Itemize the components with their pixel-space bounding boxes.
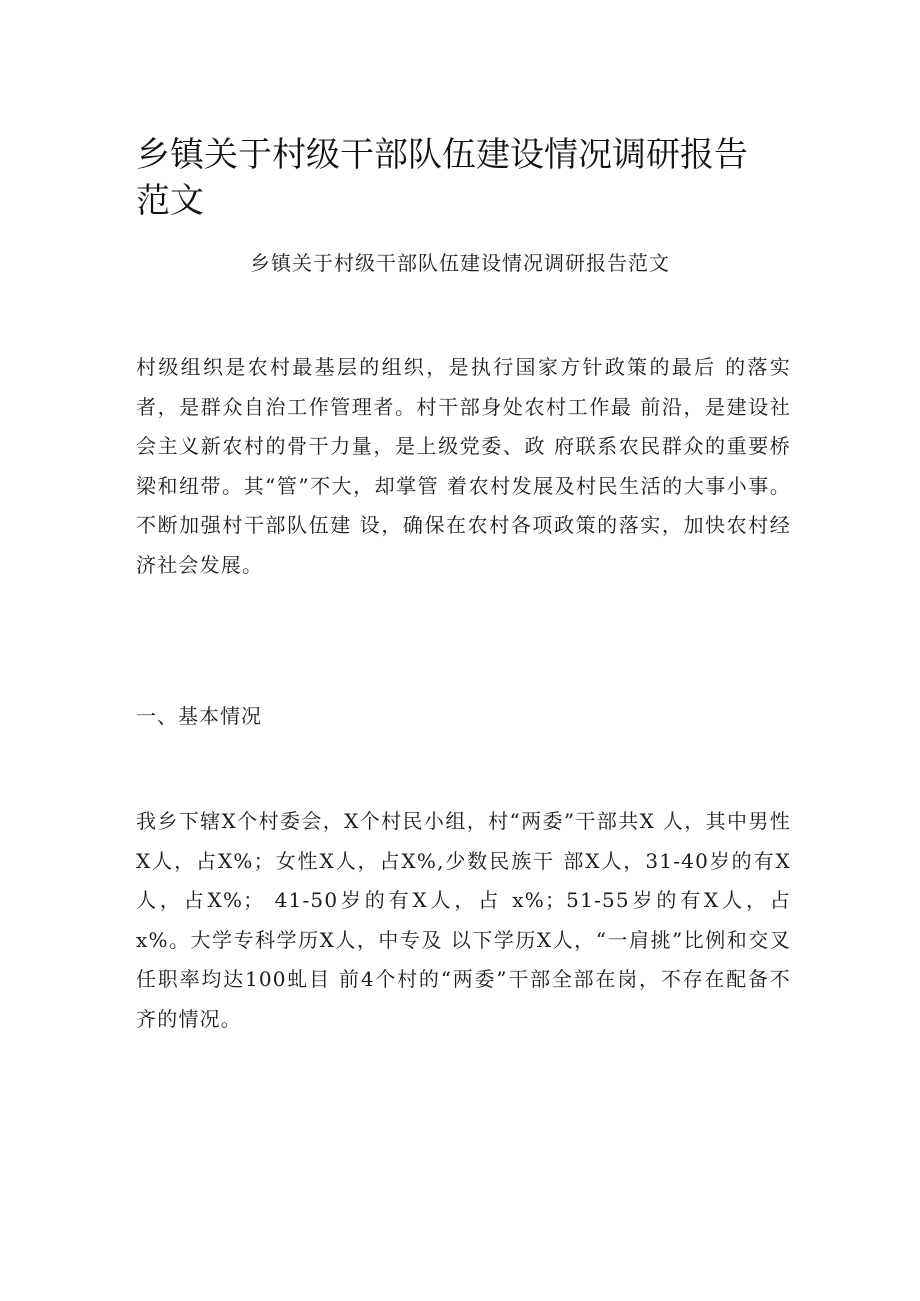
document-subtitle: 乡镇关于村级干部队伍建设情况调研报告范文 xyxy=(250,251,670,275)
intro-paragraph: 村级组织是农村最基层的组织，是执行国家方针政策的最后 的落实者，是群众自治工作管理者。村干部身处农村工作最 前沿，是建设社会主义新农村的骨干力量，是上级党委、政 府联系农民群众的重要桥梁和纽带。其“管”不大，却掌管 着农村发展及村民生活的大事小事。不断加强村干部队伍建 设，确保在农村各项政策的落实，加快农村经济社会发展。 xyxy=(136,355,791,577)
section-heading: 一、基本情况 xyxy=(136,704,262,728)
section-paragraph: 我乡下辖X个村委会，X个村民小组，村“两委”干部共X 人，其中男性X人，占X%；女性X人，占X%,少数民族干 部X人，31-40岁的有X人，占X%； 41-50岁的有X人，占 x%；51-55岁的有X人，占x%。大学专科学历X人，中专及 以下学历X人，“一肩挑”比例和交叉任职率均达100虬目 前4个村的“两委”干部全部在岗，不存在配备不齐的情况。 xyxy=(136,809,791,1031)
document-title: 乡镇关于村级干部队伍建设情况调研报告范文 xyxy=(136,135,748,221)
